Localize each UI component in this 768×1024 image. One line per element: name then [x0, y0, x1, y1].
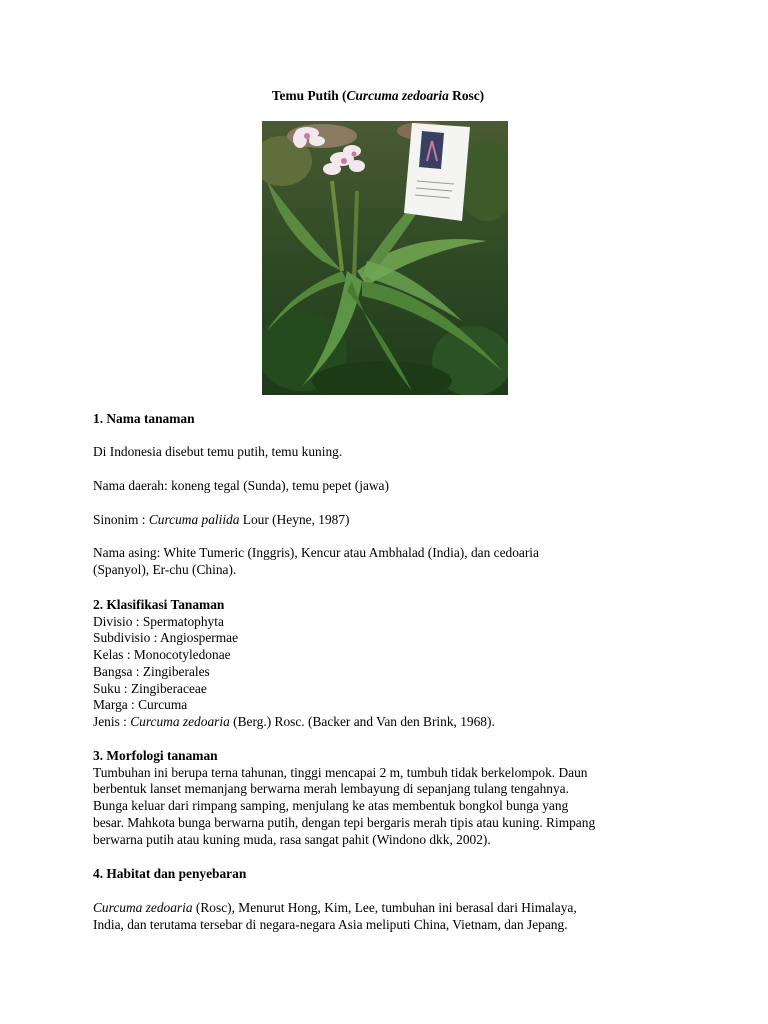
- class-bangsa: Bangsa : Zingiberales: [93, 663, 210, 679]
- jenis-suffix: (Berg.) Rosc. (Backer and Van den Brink, 1968).: [229, 713, 495, 729]
- section1-synonym: [93, 512, 683, 529]
- title-prefix: Temu Putih (: [271, 88, 347, 103]
- section2-heading: 2. Klasifikasi Tanaman: [93, 597, 225, 612]
- synonym-suffix: Lour (Heyne, 1987): [239, 512, 350, 527]
- morphology-line: besar. Mahkota bunga berwarna putih, dengan tepi bergaris merah tipis atau kuning. Rimpang: [93, 814, 596, 830]
- section4-habitat: [93, 900, 683, 933]
- plant-photo: [262, 121, 508, 395]
- section2-classification: [93, 597, 683, 731]
- title-species: Curcuma zedoaria: [346, 88, 449, 103]
- jenis-prefix: Jenis :: [93, 713, 131, 729]
- jenis-species: Curcuma zedoaria: [130, 713, 230, 729]
- synonym-species: Curcuma paliida: [148, 512, 240, 527]
- morphology-line: berwarna putih atau kuning muda, rasa sangat pahit (Windono dkk, 2002).: [93, 831, 491, 847]
- morphology-line: Bunga keluar dari rimpang samping, menjulang ke atas membentuk bongkol bunga yang: [93, 798, 569, 814]
- class-kelas: Kelas : Monocotyledonae: [93, 647, 231, 663]
- section3-heading: 3. Morfologi tanaman: [93, 748, 218, 763]
- habitat-line-2: India, dan terutama tersebar di negara-negara Asia meliputi China, Vietnam, dan Jepang.: [93, 916, 568, 932]
- synonym-prefix: Sinonim :: [93, 512, 149, 527]
- section1-paragraph-1: Di Indonesia disebut temu putih, temu kuning.: [93, 444, 343, 459]
- section1-paragraph-2: Nama daerah: koneng tegal (Sunda), temu pepet (jawa): [93, 478, 389, 493]
- section1-heading: 1. Nama tanaman: [93, 411, 195, 426]
- section1-foreign-names: [93, 545, 683, 578]
- class-jenis: [93, 714, 683, 731]
- habitat-line-1-text: (Rosc), Menurut Hong, Kim, Lee, tumbuhan ini berasal dari Himalaya,: [192, 900, 577, 915]
- class-divisio: Divisio : Spermatophyta: [93, 613, 224, 629]
- section4-heading: 4. Habitat dan penyebaran: [93, 866, 247, 881]
- morphology-line: berbentuk lanset memanjang berwarna merah lembayung di sepanjang tulang tengahnya.: [93, 781, 569, 797]
- section3-morphology: [93, 748, 683, 848]
- curcuma-plant-image: [262, 121, 508, 395]
- class-marga: Marga : Curcuma: [93, 697, 188, 713]
- plant-label-card: [404, 123, 470, 221]
- title-suffix: Rosc): [448, 88, 485, 103]
- habitat-line-1: [93, 900, 683, 917]
- document-title: [93, 88, 663, 105]
- class-suku: Suku : Zingiberaceae: [93, 680, 207, 696]
- morphology-line: Tumbuhan ini berupa terna tahunan, tinggi mencapai 2 m, tumbuh tidak berkelompok. Daun: [93, 764, 588, 780]
- foreign-names-line-1: Nama asing: White Tumeric (Inggris), Kencur atau Ambhalad (India), dan cedoaria: [93, 545, 539, 560]
- habitat-species: Curcuma zedoaria: [93, 900, 193, 915]
- foreign-names-line-2: (Spanyol), Er-chu (China).: [93, 561, 237, 577]
- class-subdivisio: Subdivisio : Angiospermae: [93, 630, 239, 646]
